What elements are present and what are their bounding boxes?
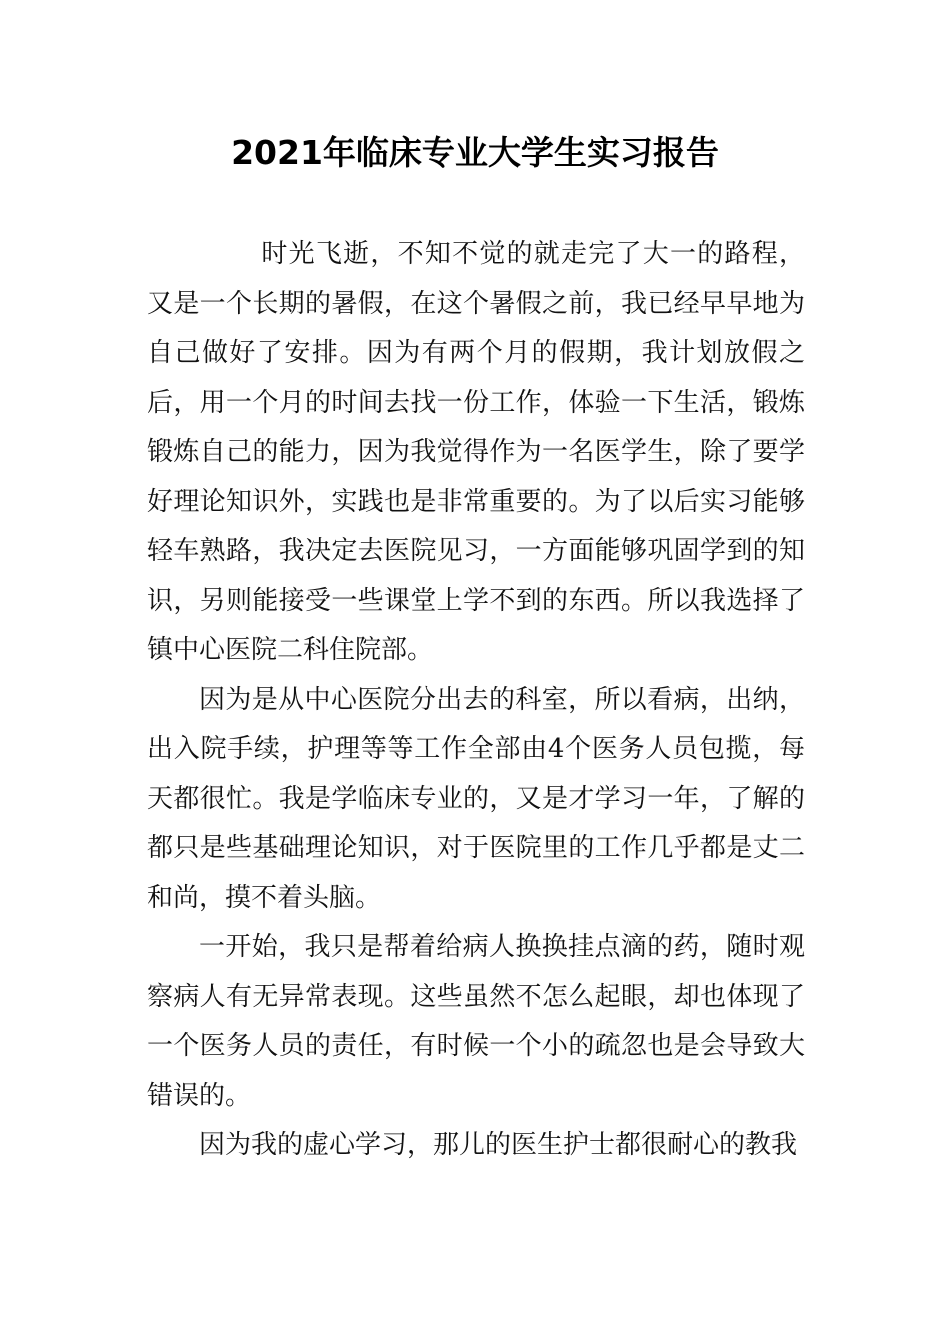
paragraph-1: 时光飞逝，不知不觉的就走完了大一的路程，又是一个长期的暑假，在这个暑假之前，我已经早早地为自己做好了安排。因为有两个月的假期，我计划放假之后，用一个月的时间去找一份工作，体验一下生活，锻炼锻炼自己的能力，因为我觉得作为一名医学生，除了要学好理论知识外，实践也是非常重要的。为了以后实习能够轻车熟路，我决定去医院见习，一方面能够巩固学到的知识，另则能接受一些课堂上学不到的东西。所以我选择了镇中心医院二科住院部。 [147, 239, 805, 665]
paragraph-4: 因为我的虚心学习，那儿的医生护士都很耐心的教我 [199, 1130, 798, 1160]
document-title: 2021年临床专业大学生实习报告 [231, 133, 719, 172]
document-body [147, 230, 805, 1171]
paragraph-2: 因为是从中心医院分出去的科室，所以看病，出纳，出入院手续，护理等等工作全部由4个医务人员包揽，每天都很忙。我是学临床专业的，又是才学习一年，了解的都只是些基础理论知识，对于医院里的工作几乎都是丈二和尚，摸不着头脑。 [147, 684, 805, 913]
paragraph-3: 一开始，我只是帮着给病人换换挂点滴的药，随时观察病人有无异常表现。这些虽然不怎么起眼，却也体现了一个医务人员的责任，有时候一个小的疏忽也是会导致大错误的。 [147, 932, 805, 1111]
